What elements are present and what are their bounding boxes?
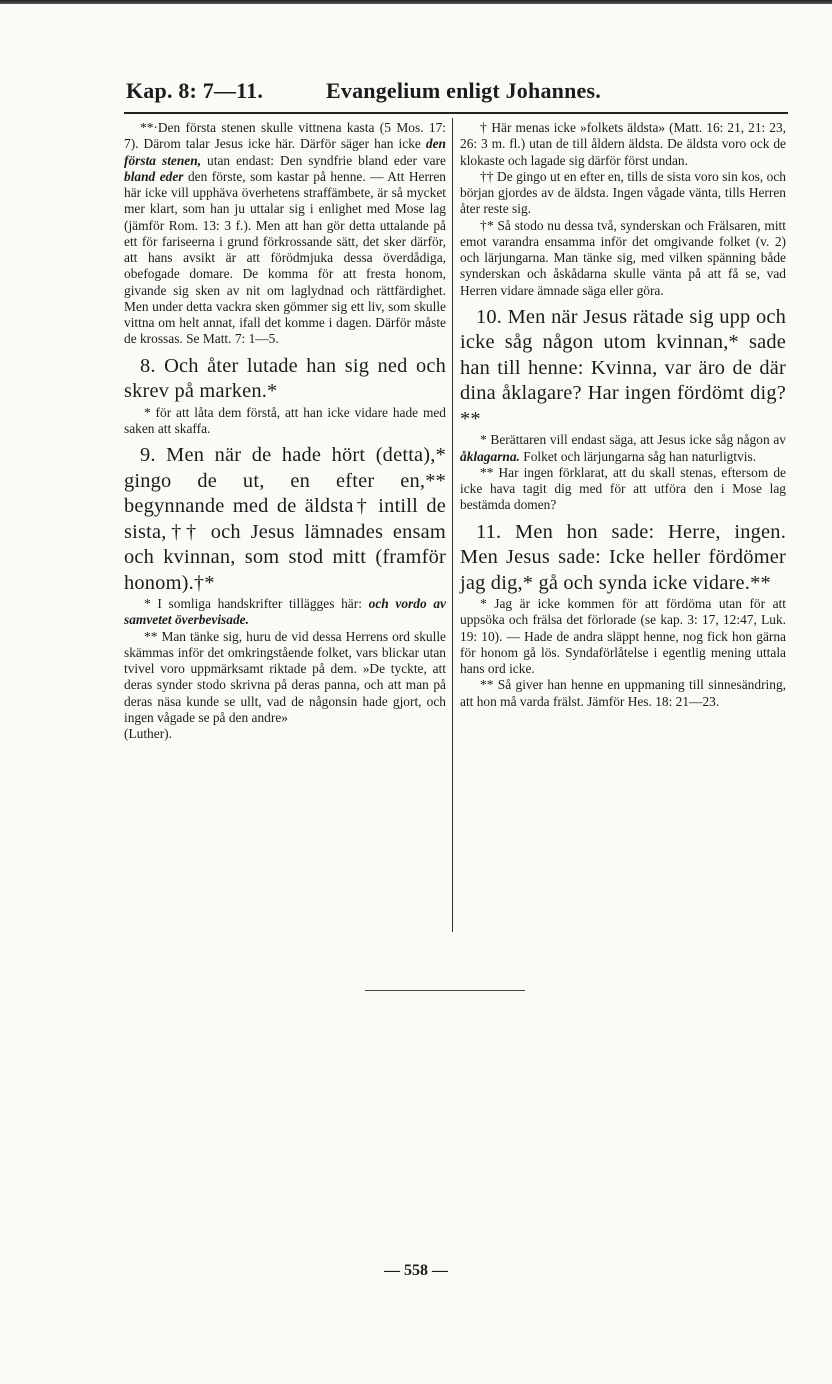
- chapter-reference: Kap. 8: 7—11.: [126, 78, 264, 103]
- verse-10: 10. Men när Jesus rätade sig upp och icke såg någon utom kvinnan,* sade han till henne: Kvinna, var äro de där dina åklagare? Har ingen fördömt dig?**: [460, 305, 786, 430]
- column-divider: [452, 118, 453, 932]
- footnote-dagger-elders: † Här menas icke »folkets äldsta» (Matt. 16: 21, 21: 23, 26: 3 m. fl.) utan de till åldern äldsta. De äldsta voro ock de klokaste och lagade sig därför först undan.: [460, 120, 786, 168]
- verse-11: 11. Men hon sade: Herre, ingen. Men Jesus sade: Icke heller fördömer jag dig,* gå och synda icke vidare.**: [460, 520, 786, 594]
- footnote-verse-10-condemn: ** Har ingen förklarat, att du skall stenas, eftersom de icke hava tagit dig med för att utföra den i Mose lag bestämda domen?: [460, 464, 786, 513]
- header-rule: [124, 112, 788, 114]
- section-separator: [365, 990, 525, 991]
- footnote-verse-11-save: * Jag är icke kommen för att fördöma utan för att uppsöka och frälsa det förlorade (se kap. 3: 17, 12:47, Luk. 19: 10). — Hade de andra släppt henne, nog fick hon gärna för honom gå lös. Syndaförlåtelse i egentlig mening uttala hans ord icke.: [460, 596, 786, 676]
- footnote-verse-11-repent: ** Så giver han henne en uppmaning till sinnesändring, att hon må varda frälst. Jämför Hes. 18: 21—23.: [460, 677, 786, 709]
- right-column: [460, 120, 786, 710]
- footnote-verse-9-luther: ** Man tänke sig, huru de vid dessa Herrens ord skulle skämmas inför det omkringstående folket, vars blickar utan tvivel voro uppmärksamt riktade på dem. »De tyckte, att deras synder stodo skrivna på deras panna, och att man på deras näsa kunde se ullt, vad de någonsin hade gjort, och ingen vågade se på den andre»: [124, 628, 446, 725]
- top-edge-line: [0, 0, 832, 4]
- page-number: — 558 —: [384, 1262, 448, 1279]
- running-header: [126, 78, 786, 110]
- footnote-verse-10-accusers: * Berättaren vill endast säga, att Jesus icke såg någon av åklagarna. Folket och lärjungarna såg han naturligtvis.: [460, 432, 786, 464]
- footnote-dagger-star: †* Så stodo nu dessa två, synderskan och Frälsaren, mitt emot varandra ensamma inför det omgivande folket (v. 2) och lärjungarna. Man tänke sig, med vilken spänning både synderskan och åskådarna skulle vänta på att få se, vad Herren vidare ämnade säga eller göra.: [460, 217, 786, 298]
- footnote-verse-8: * för att låta dem förstå, att han icke vidare hade med saken att skaffa.: [124, 404, 446, 436]
- footnote-first-stone: **·Den första stenen skulle vittnena kasta (5 Mos. 17: 7). Därom talar Jesus icke här. Därför säger han icke den första stenen, utan endast: Den syndfrie bland eder vare bland eder den förste, som kastar på henne. — Att Herren här icke vill upphäva överhetens straffämbete, är så mycket mer klart, som han ju uttalar sig i enlighet med Mose lag (jämför Rom. 13: 3 f.). Men att han gör detta uttalande på ett för fariseerna i grund förkrossande sätt, det sker därför, att hans avsikt är att förödmjuka dessa överdådiga, obefogade domare. De komma för att fresta honom, givande sig sken av nit om laglydnad och rättfärdighet. Men under detta vackra sken gömmer sig ett liv, som skulle vittna om helt annat, ifall det komme i dagen. Därför måste de krossas. Se Matt. 7: 1—5.: [124, 120, 446, 347]
- footnote-luther-attribution: (Luther).: [124, 726, 172, 741]
- verse-9: 9. Men när de hade hört (detta),* gingo de ut, en efter en,** begynnande med de äldsta† intill de sista,†† och Jesus lämnades ensam och kvinnan, som stod mitt (framför honom).†*: [124, 444, 446, 594]
- footnote-verse-9-manuscripts: * I somliga handskrifter tillägges här: och vordo av samvetet överbevisade.: [124, 596, 446, 628]
- verse-8: 8. Och åter lutade han sig ned och skrev på marken.*: [124, 354, 446, 402]
- footnote-double-dagger: †† De gingo ut en efter en, tills de sista voro sin kos, och början gjordes av de äldsta. Ingen vågade vänta, tills Herren åter reste sig.: [460, 168, 786, 217]
- left-column: [124, 120, 446, 742]
- book-title: Evangelium enligt Johannes.: [326, 78, 601, 103]
